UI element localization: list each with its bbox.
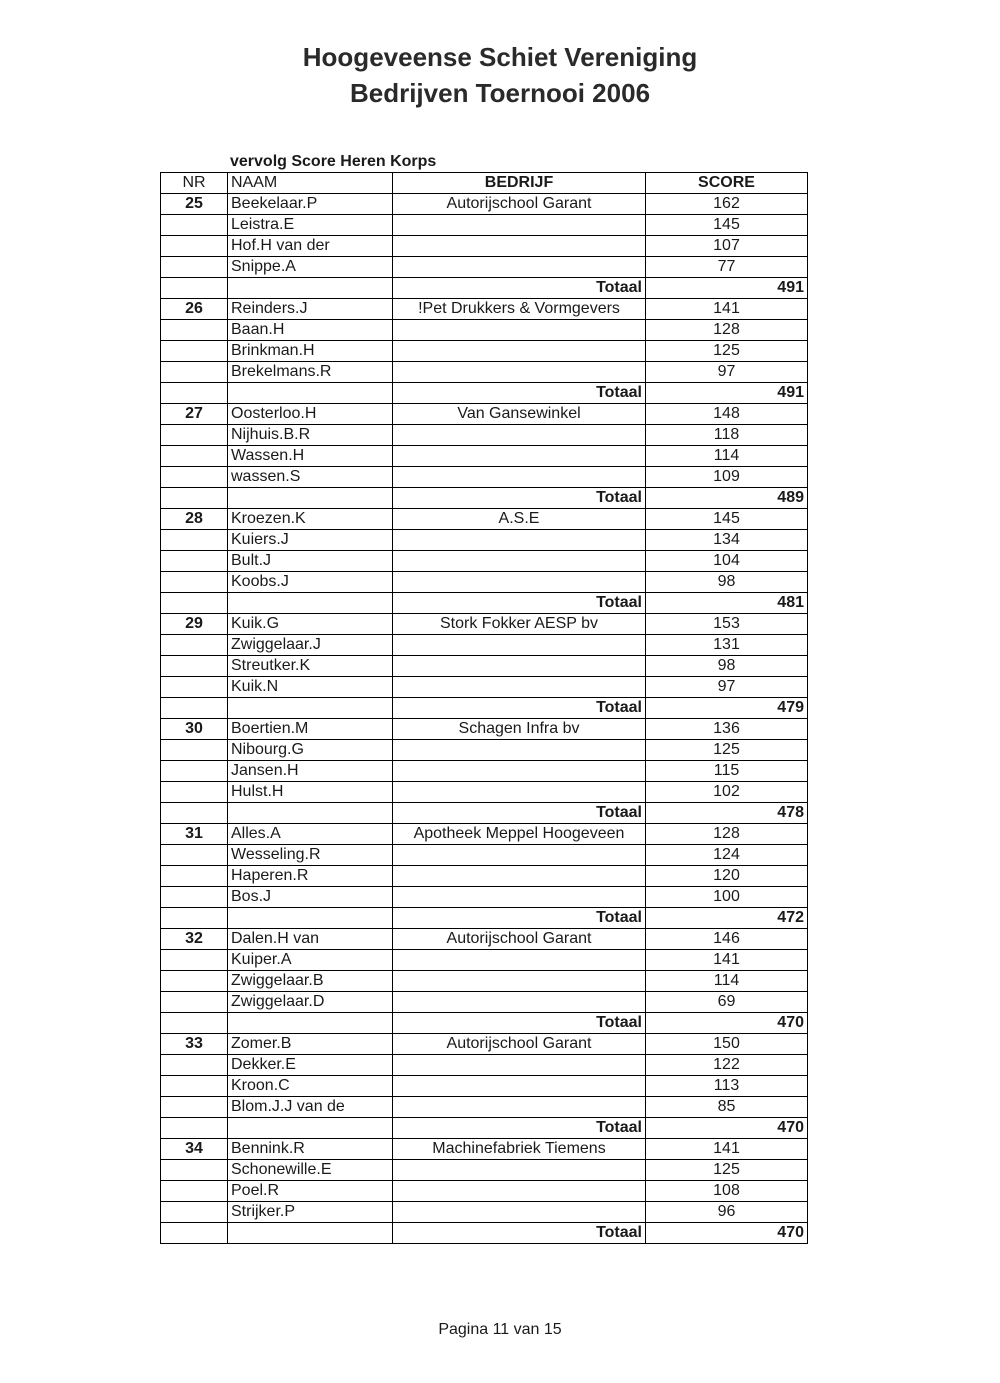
company-name: Stork Fokker AESP bv [393,614,646,635]
member-score: 115 [646,761,808,782]
company-name [393,1076,646,1097]
member-name: Reinders.J [228,299,393,320]
company-name: !Pet Drukkers & Vormgevers [393,299,646,320]
table-row [161,866,808,887]
team-number [161,257,228,278]
team-number [161,425,228,446]
member-name: Wassen.H [228,446,393,467]
company-name: Autorijschool Garant [393,929,646,950]
company-name [393,677,646,698]
member-name: Brekelmans.R [228,362,393,383]
table-row [161,782,808,803]
column-header-naam: NAAM [228,173,393,194]
company-name [393,320,646,341]
member-name: Kuiper.A [228,950,393,971]
table-row [161,1097,808,1118]
member-score: 100 [646,887,808,908]
team-number [161,761,228,782]
member-score: 153 [646,614,808,635]
member-score: 134 [646,530,808,551]
total-row [161,593,808,614]
company-name: Schagen Infra bv [393,719,646,740]
total-row [161,908,808,929]
table-row [161,1202,808,1223]
team-number [161,572,228,593]
company-name [393,1202,646,1223]
team-total: 470 [646,1013,808,1034]
team-number: 30 [161,719,228,740]
total-row [161,1223,808,1244]
team-total: 491 [646,278,808,299]
total-label: Totaal [393,908,646,929]
table-row [161,404,808,425]
member-score: 98 [646,656,808,677]
team-number [161,446,228,467]
table-row [161,1160,808,1181]
empty-cell [228,908,393,929]
table-row [161,1076,808,1097]
table-row [161,1055,808,1076]
member-score: 102 [646,782,808,803]
team-number [161,992,228,1013]
company-name: Autorijschool Garant [393,194,646,215]
team-number [161,782,228,803]
empty-cell [161,1118,228,1139]
member-name: Brinkman.H [228,341,393,362]
page-number: Pagina 11 van 15 [438,1321,562,1338]
table-row [161,572,808,593]
member-score: 69 [646,992,808,1013]
empty-cell [228,278,393,299]
team-number [161,530,228,551]
member-name: Zwiggelaar.D [228,992,393,1013]
member-name: wassen.S [228,467,393,488]
team-total: 481 [646,593,808,614]
member-name: Koobs.J [228,572,393,593]
page-title: Hoogeveense Schiet Vereniging [302,42,698,72]
member-name: Bennink.R [228,1139,393,1160]
table-row [161,551,808,572]
team-number: 26 [161,299,228,320]
team-number [161,677,228,698]
member-score: 122 [646,1055,808,1076]
member-score: 114 [646,971,808,992]
team-number [161,656,228,677]
member-name: Strijker.P [228,1202,393,1223]
member-score: 125 [646,1160,808,1181]
empty-cell [161,803,228,824]
table-row [161,824,808,845]
member-name: Nibourg.G [228,740,393,761]
total-label: Totaal [393,698,646,719]
member-name: Dalen.H van [228,929,393,950]
team-total: 478 [646,803,808,824]
table-row [161,1181,808,1202]
member-name: Poel.R [228,1181,393,1202]
column-header-score: SCORE [646,173,808,194]
member-score: 128 [646,824,808,845]
member-name: Baan.H [228,320,393,341]
score-table [160,172,808,1244]
member-score: 96 [646,1202,808,1223]
company-name [393,215,646,236]
empty-cell [161,278,228,299]
team-number [161,1097,228,1118]
member-score: 77 [646,257,808,278]
company-name [393,236,646,257]
table-row [161,425,808,446]
member-score: 107 [646,236,808,257]
total-label: Totaal [393,488,646,509]
member-score: 113 [646,1076,808,1097]
team-number: 25 [161,194,228,215]
empty-cell [161,1223,228,1244]
empty-cell [228,488,393,509]
member-score: 125 [646,341,808,362]
company-name [393,1055,646,1076]
member-score: 108 [646,1181,808,1202]
team-number [161,1055,228,1076]
team-number [161,1160,228,1181]
section-caption: vervolg Score Heren Korps [230,153,437,170]
member-name: Nijhuis.B.R [228,425,393,446]
member-name: Schonewille.E [228,1160,393,1181]
team-number: 32 [161,929,228,950]
member-name: Zomer.B [228,1034,393,1055]
column-header-bedrijf: BEDRIJF [393,173,646,194]
total-row [161,1118,808,1139]
table-row [161,992,808,1013]
empty-cell [161,593,228,614]
table-row [161,719,808,740]
member-name: Bult.J [228,551,393,572]
team-number [161,551,228,572]
company-name: Autorijschool Garant [393,1034,646,1055]
table-row [161,761,808,782]
member-score: 97 [646,677,808,698]
table-row [161,740,808,761]
member-name: Kuiers.J [228,530,393,551]
team-number [161,845,228,866]
member-score: 104 [646,551,808,572]
company-name [393,782,646,803]
member-name: Wesseling.R [228,845,393,866]
company-name [393,1160,646,1181]
team-number: 31 [161,824,228,845]
member-score: 141 [646,950,808,971]
empty-cell [161,698,228,719]
table-row [161,509,808,530]
table-row [161,194,808,215]
table-row [161,257,808,278]
team-number [161,635,228,656]
member-score: 118 [646,425,808,446]
member-score: 150 [646,1034,808,1055]
member-name: Kuik.G [228,614,393,635]
company-name [393,1097,646,1118]
table-row [161,215,808,236]
member-score: 97 [646,362,808,383]
table-row [161,929,808,950]
company-name [393,971,646,992]
total-label: Totaal [393,278,646,299]
table-row [161,677,808,698]
table-row [161,446,808,467]
team-total: 470 [646,1118,808,1139]
table-row [161,635,808,656]
empty-cell [228,383,393,404]
company-name [393,656,646,677]
table-body [161,194,808,1244]
total-label: Totaal [393,383,646,404]
member-score: 124 [646,845,808,866]
company-name: Van Gansewinkel [393,404,646,425]
member-name: Hof.H van der [228,236,393,257]
company-name [393,845,646,866]
company-name [393,425,646,446]
column-header-nr: NR [161,173,228,194]
team-number [161,950,228,971]
empty-cell [161,488,228,509]
team-total: 489 [646,488,808,509]
empty-cell [161,908,228,929]
member-name: Dekker.E [228,1055,393,1076]
company-name [393,740,646,761]
table-row [161,320,808,341]
empty-cell [228,1118,393,1139]
company-name [393,467,646,488]
team-number: 29 [161,614,228,635]
team-number [161,971,228,992]
team-number [161,887,228,908]
company-name [393,362,646,383]
total-row [161,383,808,404]
company-name [393,446,646,467]
total-row [161,1013,808,1034]
empty-cell [228,698,393,719]
company-name [393,341,646,362]
member-name: Zwiggelaar.J [228,635,393,656]
team-number [161,1076,228,1097]
table-row [161,530,808,551]
member-name: Snippe.A [228,257,393,278]
total-row [161,488,808,509]
member-score: 98 [646,572,808,593]
company-name [393,992,646,1013]
company-name [393,887,646,908]
member-name: Blom.J.J van de [228,1097,393,1118]
page-subtitle: Bedrijven Toernooi 2006 [349,78,651,108]
team-number [161,341,228,362]
table-row [161,341,808,362]
team-number [161,215,228,236]
team-total: 472 [646,908,808,929]
table-row [161,236,808,257]
empty-cell [228,803,393,824]
team-number [161,740,228,761]
table-row [161,656,808,677]
table-row [161,1139,808,1160]
team-number [161,1181,228,1202]
empty-cell [161,383,228,404]
member-name: Leistra.E [228,215,393,236]
member-score: 145 [646,509,808,530]
company-name [393,572,646,593]
member-name: Hulst.H [228,782,393,803]
team-number [161,362,228,383]
company-name [393,257,646,278]
empty-cell [228,1223,393,1244]
table-row [161,971,808,992]
table-row [161,950,808,971]
member-name: Kuik.N [228,677,393,698]
member-name: Alles.A [228,824,393,845]
member-name: Bos.J [228,887,393,908]
member-score: 148 [646,404,808,425]
total-label: Totaal [393,1223,646,1244]
total-row [161,278,808,299]
member-name: Oosterloo.H [228,404,393,425]
team-number [161,320,228,341]
member-name: Zwiggelaar.B [228,971,393,992]
member-score: 141 [646,1139,808,1160]
table-row [161,362,808,383]
company-name [393,1181,646,1202]
total-row [161,698,808,719]
member-name: Jansen.H [228,761,393,782]
member-score: 120 [646,866,808,887]
total-label: Totaal [393,803,646,824]
member-score: 145 [646,215,808,236]
member-name: Haperen.R [228,866,393,887]
table-row [161,467,808,488]
member-name: Beekelaar.P [228,194,393,215]
company-name: A.S.E [393,509,646,530]
empty-cell [228,1013,393,1034]
member-score: 131 [646,635,808,656]
member-score: 136 [646,719,808,740]
total-label: Totaal [393,1118,646,1139]
company-name: Machinefabriek Tiemens [393,1139,646,1160]
team-number [161,866,228,887]
member-name: Streutker.K [228,656,393,677]
member-name: Boertien.M [228,719,393,740]
company-name: Apotheek Meppel Hoogeveen [393,824,646,845]
member-score: 141 [646,299,808,320]
member-score: 146 [646,929,808,950]
member-score: 162 [646,194,808,215]
team-number: 27 [161,404,228,425]
table-row [161,299,808,320]
team-number: 34 [161,1139,228,1160]
team-number [161,1202,228,1223]
team-number [161,467,228,488]
team-total: 470 [646,1223,808,1244]
table-row [161,1034,808,1055]
team-number: 33 [161,1034,228,1055]
company-name [393,530,646,551]
total-row [161,803,808,824]
company-name [393,950,646,971]
table-row [161,614,808,635]
company-name [393,761,646,782]
table-row [161,845,808,866]
member-score: 125 [646,740,808,761]
company-name [393,551,646,572]
total-label: Totaal [393,1013,646,1034]
table-row [161,887,808,908]
member-score: 128 [646,320,808,341]
team-total: 491 [646,383,808,404]
team-number: 28 [161,509,228,530]
total-label: Totaal [393,593,646,614]
company-name [393,866,646,887]
company-name [393,635,646,656]
member-score: 114 [646,446,808,467]
member-score: 109 [646,467,808,488]
team-number [161,236,228,257]
member-score: 85 [646,1097,808,1118]
member-name: Kroezen.K [228,509,393,530]
empty-cell [161,1013,228,1034]
empty-cell [228,593,393,614]
member-name: Kroon.C [228,1076,393,1097]
team-total: 479 [646,698,808,719]
table-header-row [161,173,808,194]
